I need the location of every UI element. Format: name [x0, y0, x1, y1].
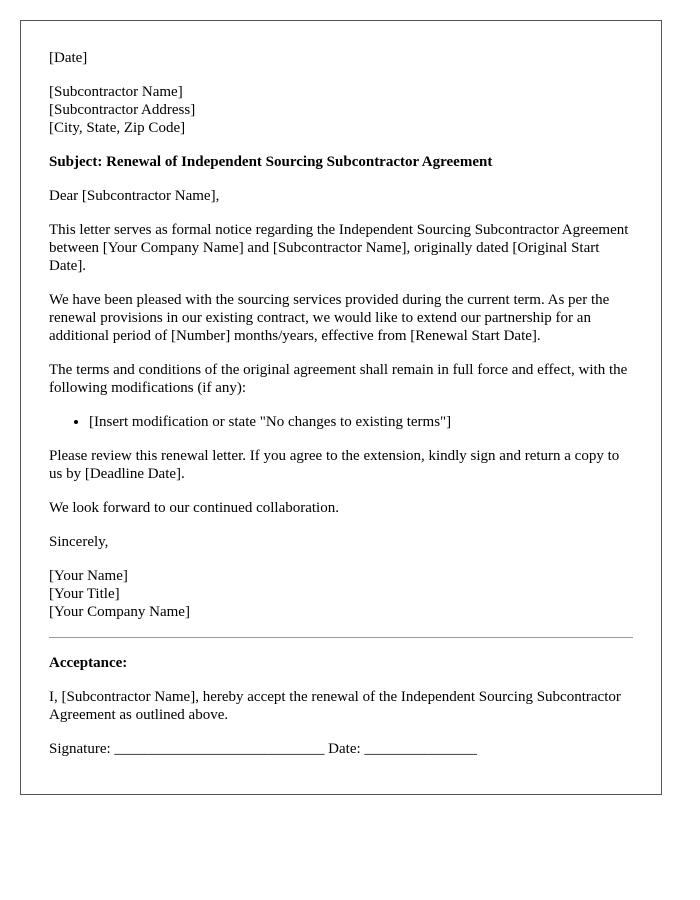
date-label: Date: [328, 741, 361, 757]
sender-title: [Your Title] [49, 586, 120, 602]
acceptance-text: I, [Subcontractor Name], hereby accept the renewal of the Independent Sourcing Subcontractor Agreement as outlined above. [49, 689, 621, 723]
signature-label: Signature: [49, 741, 111, 757]
modifications-list [49, 413, 633, 431]
recipient-city: [City, State, Zip Code] [49, 120, 186, 136]
body-paragraph: The terms and conditions of the original agreement shall remain in full force and effect, with the following modifications (if any): [49, 362, 628, 396]
sender-company: [Your Company Name] [49, 604, 190, 620]
sender-block [49, 567, 633, 621]
sender-name: [Your Name] [49, 568, 128, 584]
letter [20, 20, 662, 795]
body-paragraph: We look forward to our continued collaboration. [49, 500, 339, 516]
body-paragraph: We have been pleased with the sourcing services provided during the current term. As per the renewal provisions in our existing contract, we would like to extend our partnership for an additional period of [Number] months/years, effective from [Renewal Start Date]. [49, 292, 610, 344]
divider [49, 637, 633, 638]
salutation: Dear [Subcontractor Name], [49, 188, 220, 204]
body-paragraph: Please review this renewal letter. If you agree to the extension, kindly sign and return a copy to us by [Deadline Date]. [49, 448, 620, 482]
recipient-street: [Subcontractor Address] [49, 102, 196, 118]
acceptance-heading-text: Acceptance: [49, 655, 128, 671]
recipient-address [49, 83, 633, 137]
subject-line [49, 153, 633, 171]
letter-date: [Date] [49, 50, 88, 66]
body-paragraph: This letter serves as formal notice regarding the Independent Sourcing Subcontractor Agreement between [Your Company Name] and [Subcontractor Name], originally dated [Original Start Date]. [49, 222, 629, 274]
recipient-name: [Subcontractor Name] [49, 84, 183, 100]
subject-text: Subject: Renewal of Independent Sourcing Subcontractor Agreement [49, 154, 493, 170]
acceptance-heading [49, 654, 633, 672]
list-item: • [Insert modification or state "No changes to existing terms"] [89, 413, 633, 431]
signature-line [49, 740, 633, 758]
date-blank: _______________ [364, 741, 477, 757]
signature-blank: ____________________________ [114, 741, 325, 757]
sign-off: Sincerely, [49, 534, 109, 550]
